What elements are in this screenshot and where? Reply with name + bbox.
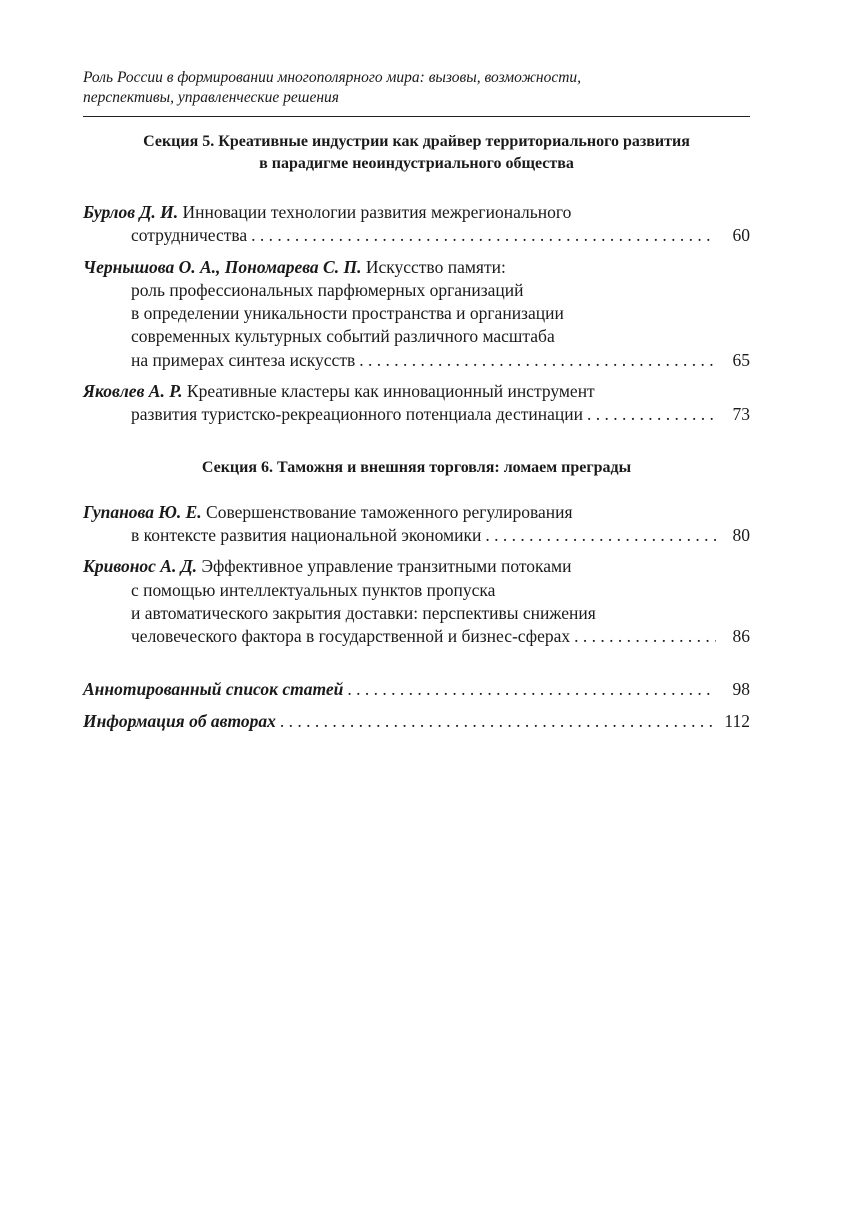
entry-line (83, 555, 750, 578)
annotated-list-label: Аннотированный список статей (83, 679, 344, 700)
toc-entry-yakovlev[interactable] (83, 380, 750, 427)
toc-entry-krivonos[interactable] (83, 555, 750, 648)
dot-leader (359, 349, 716, 372)
entry-line (83, 678, 750, 701)
entry-title: сотрудничества (131, 225, 248, 246)
entry-title: роль профессиональных парфюмерных организаций (131, 279, 524, 300)
entry-line (83, 325, 750, 348)
section-5-title-line-2: в парадигме неоиндустриального общества (259, 155, 574, 172)
entry-title: в контексте развития национальной экономики (131, 524, 482, 545)
entry-line (83, 710, 750, 733)
entry-author: Гупанова Ю. Е. (83, 501, 202, 522)
back-matter (83, 678, 750, 733)
entry-line (83, 302, 750, 325)
entry-line (83, 224, 750, 247)
entry-line (83, 501, 750, 524)
entry-page-number: 80 (732, 524, 750, 545)
entry-title: на примерах синтеза искусств (131, 349, 356, 370)
section-5-title-line-1: Секция 5. Креативные индустрии как драйвер территориального развития (143, 133, 690, 150)
entry-line (83, 256, 750, 279)
entry-title: Совершенствование таможенного регулирования (206, 501, 573, 522)
dot-leader (485, 524, 716, 547)
entry-line (83, 579, 750, 602)
entry-author: Чернышова О. А., Пономарева С. П. (83, 256, 362, 277)
toc-entry-burlov[interactable] (83, 201, 750, 248)
running-head (83, 68, 750, 117)
entry-line (83, 201, 750, 224)
entry-title: Инновации технологии развития межрегионального (182, 202, 572, 222)
entry-line (83, 279, 750, 302)
section-6-title: Секция 6. Таможня и внешняя торговля: ломаем преграды (201, 458, 632, 476)
entry-line (83, 602, 750, 625)
entry-author: Бурлов Д. И. (83, 202, 179, 222)
toc-entry-annotated-list[interactable] (83, 678, 750, 701)
entry-title: современных культурных событий различного масштаба (131, 326, 555, 347)
entry-page-number: 98 (732, 679, 750, 700)
entry-title: человеческого фактора в государственной и бизнес-сферах (131, 626, 571, 647)
entry-page-number: 60 (732, 225, 750, 246)
entry-page-number: 65 (732, 349, 750, 370)
dot-leader (251, 224, 716, 247)
section-6-entries (83, 501, 750, 649)
entry-title: Креативные кластеры как инновационный инструмент (186, 381, 595, 402)
entry-author: Кривонос А. Д. (83, 556, 198, 577)
toc-entry-chernyshova[interactable] (83, 256, 750, 372)
toc-entry-authors-info[interactable] (83, 710, 750, 733)
authors-info-label: Информация об авторах (83, 710, 276, 731)
entry-page-number: 73 (732, 404, 750, 425)
entry-title: Эффективное управление транзитными потоками (201, 556, 572, 577)
dot-leader (587, 403, 716, 426)
entry-author: Яковлев А. Р. (83, 381, 183, 402)
entry-line (83, 349, 750, 372)
section-5-title (83, 131, 750, 175)
entry-title: с помощью интеллектуальных пунктов пропуска (131, 579, 496, 600)
entry-title: Искусство памяти: (365, 256, 506, 277)
entry-title: развития туристско-рекреационного потенциала дестинации (131, 404, 584, 425)
entry-line (83, 625, 750, 648)
running-head-line-2: перспективы, управленческие решения (83, 89, 339, 106)
dot-leader (347, 678, 716, 701)
entry-title: и автоматического закрытия доставки: перспективы снижения (131, 602, 596, 623)
toc-entry-gupanova[interactable] (83, 501, 750, 548)
entry-line (83, 380, 750, 403)
toc-page (83, 68, 750, 741)
dot-leader (574, 625, 716, 648)
entry-line (83, 403, 750, 426)
entry-page-number: 112 (724, 710, 750, 731)
dot-leader (280, 710, 716, 733)
running-head-line-1: Роль России в формировании многополярного мира: вызовы, возможности, (83, 69, 582, 86)
entry-page-number: 86 (732, 626, 750, 647)
entry-line (83, 524, 750, 547)
entry-title: в определении уникальности пространства и организации (131, 303, 564, 324)
section-5-entries (83, 201, 750, 427)
